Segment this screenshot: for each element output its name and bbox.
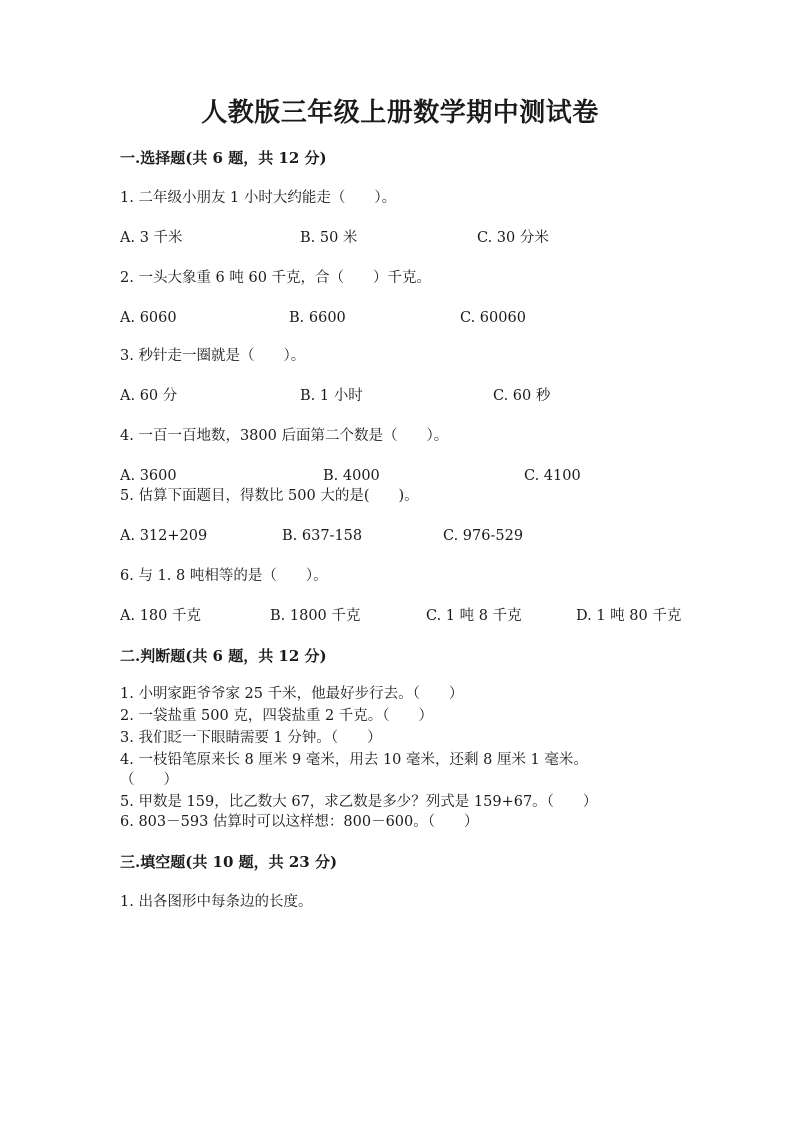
option-b: B. 4000 — [323, 468, 380, 484]
option-a: A. 6060 — [120, 310, 177, 326]
option-b: B. 637-158 — [282, 528, 363, 544]
option-c: C. 60 秒 — [493, 388, 551, 404]
question-text: 2. 一袋盐重 500 克，四袋盐重 2 千克。（ ） — [120, 708, 434, 724]
option-b: B. 1 小时 — [300, 388, 363, 404]
option-a: A. 60 分 — [120, 388, 178, 404]
option-c: C. 4100 — [524, 468, 581, 484]
option-b: B. 6600 — [289, 310, 346, 326]
option-c: C. 60060 — [460, 310, 526, 326]
question-text: 1. 出各图形中每条边的长度。 — [120, 894, 313, 910]
option-a: A. 312+209 — [120, 528, 208, 544]
exam-title: 人教版三年级上册数学期中测试卷 — [201, 98, 599, 128]
option-c: C. 1 吨 8 千克 — [426, 608, 522, 624]
question-text: 5. 估算下面题目，得数比 500 大的是( )。 — [120, 488, 419, 504]
option-d: D. 1 吨 80 千克 — [576, 608, 682, 624]
question-continuation: （ ） — [120, 772, 178, 788]
question-text: 1. 二年级小朋友 1 小时大约能走（ ）。 — [120, 190, 397, 206]
question-text: 3. 我们眨一下眼睛需要 1 分钟。（ ） — [120, 730, 382, 746]
question-text: 3. 秒针走一圈就是（ ）。 — [120, 348, 306, 364]
option-b: B. 1800 千克 — [270, 608, 361, 624]
question-text: 6. 与 1. 8 吨相等的是（ ）。 — [120, 568, 328, 584]
option-b: B. 50 米 — [300, 230, 358, 246]
section-heading-judgement: 二.判断题(共 6 题，共 12 分) — [120, 647, 327, 665]
question-text: 1. 小明家距爷爷家 25 千米，他最好步行去。（ ） — [120, 686, 464, 702]
option-a: A. 3600 — [120, 468, 177, 484]
section-heading-choice: 一.选择题(共 6 题，共 12 分) — [120, 149, 327, 167]
section-heading-fill: 三.填空题(共 10 题，共 23 分) — [120, 853, 338, 871]
question-text: 5. 甲数是 159，比乙数大 67，求乙数是多少？列式是 159+67。（ ） — [120, 794, 598, 810]
question-text: 4. 一枝铅笔原来长 8 厘米 9 毫米，用去 10 毫米，还剩 8 厘米 1 毫米。 — [120, 752, 588, 768]
option-a: A. 3 千米 — [120, 230, 183, 246]
option-a: A. 180 千克 — [120, 608, 201, 624]
question-text: 6. 803－593 估算时可以这样想：800－600。（ ） — [120, 814, 479, 830]
question-text: 2. 一头大象重 6 吨 60 千克，合（ ）千克。 — [120, 270, 432, 286]
question-text: 4. 一百一百地数，3800 后面第二个数是（ ）。 — [120, 428, 449, 444]
option-c: C. 976-529 — [443, 528, 524, 544]
option-c: C. 30 分米 — [477, 230, 549, 246]
